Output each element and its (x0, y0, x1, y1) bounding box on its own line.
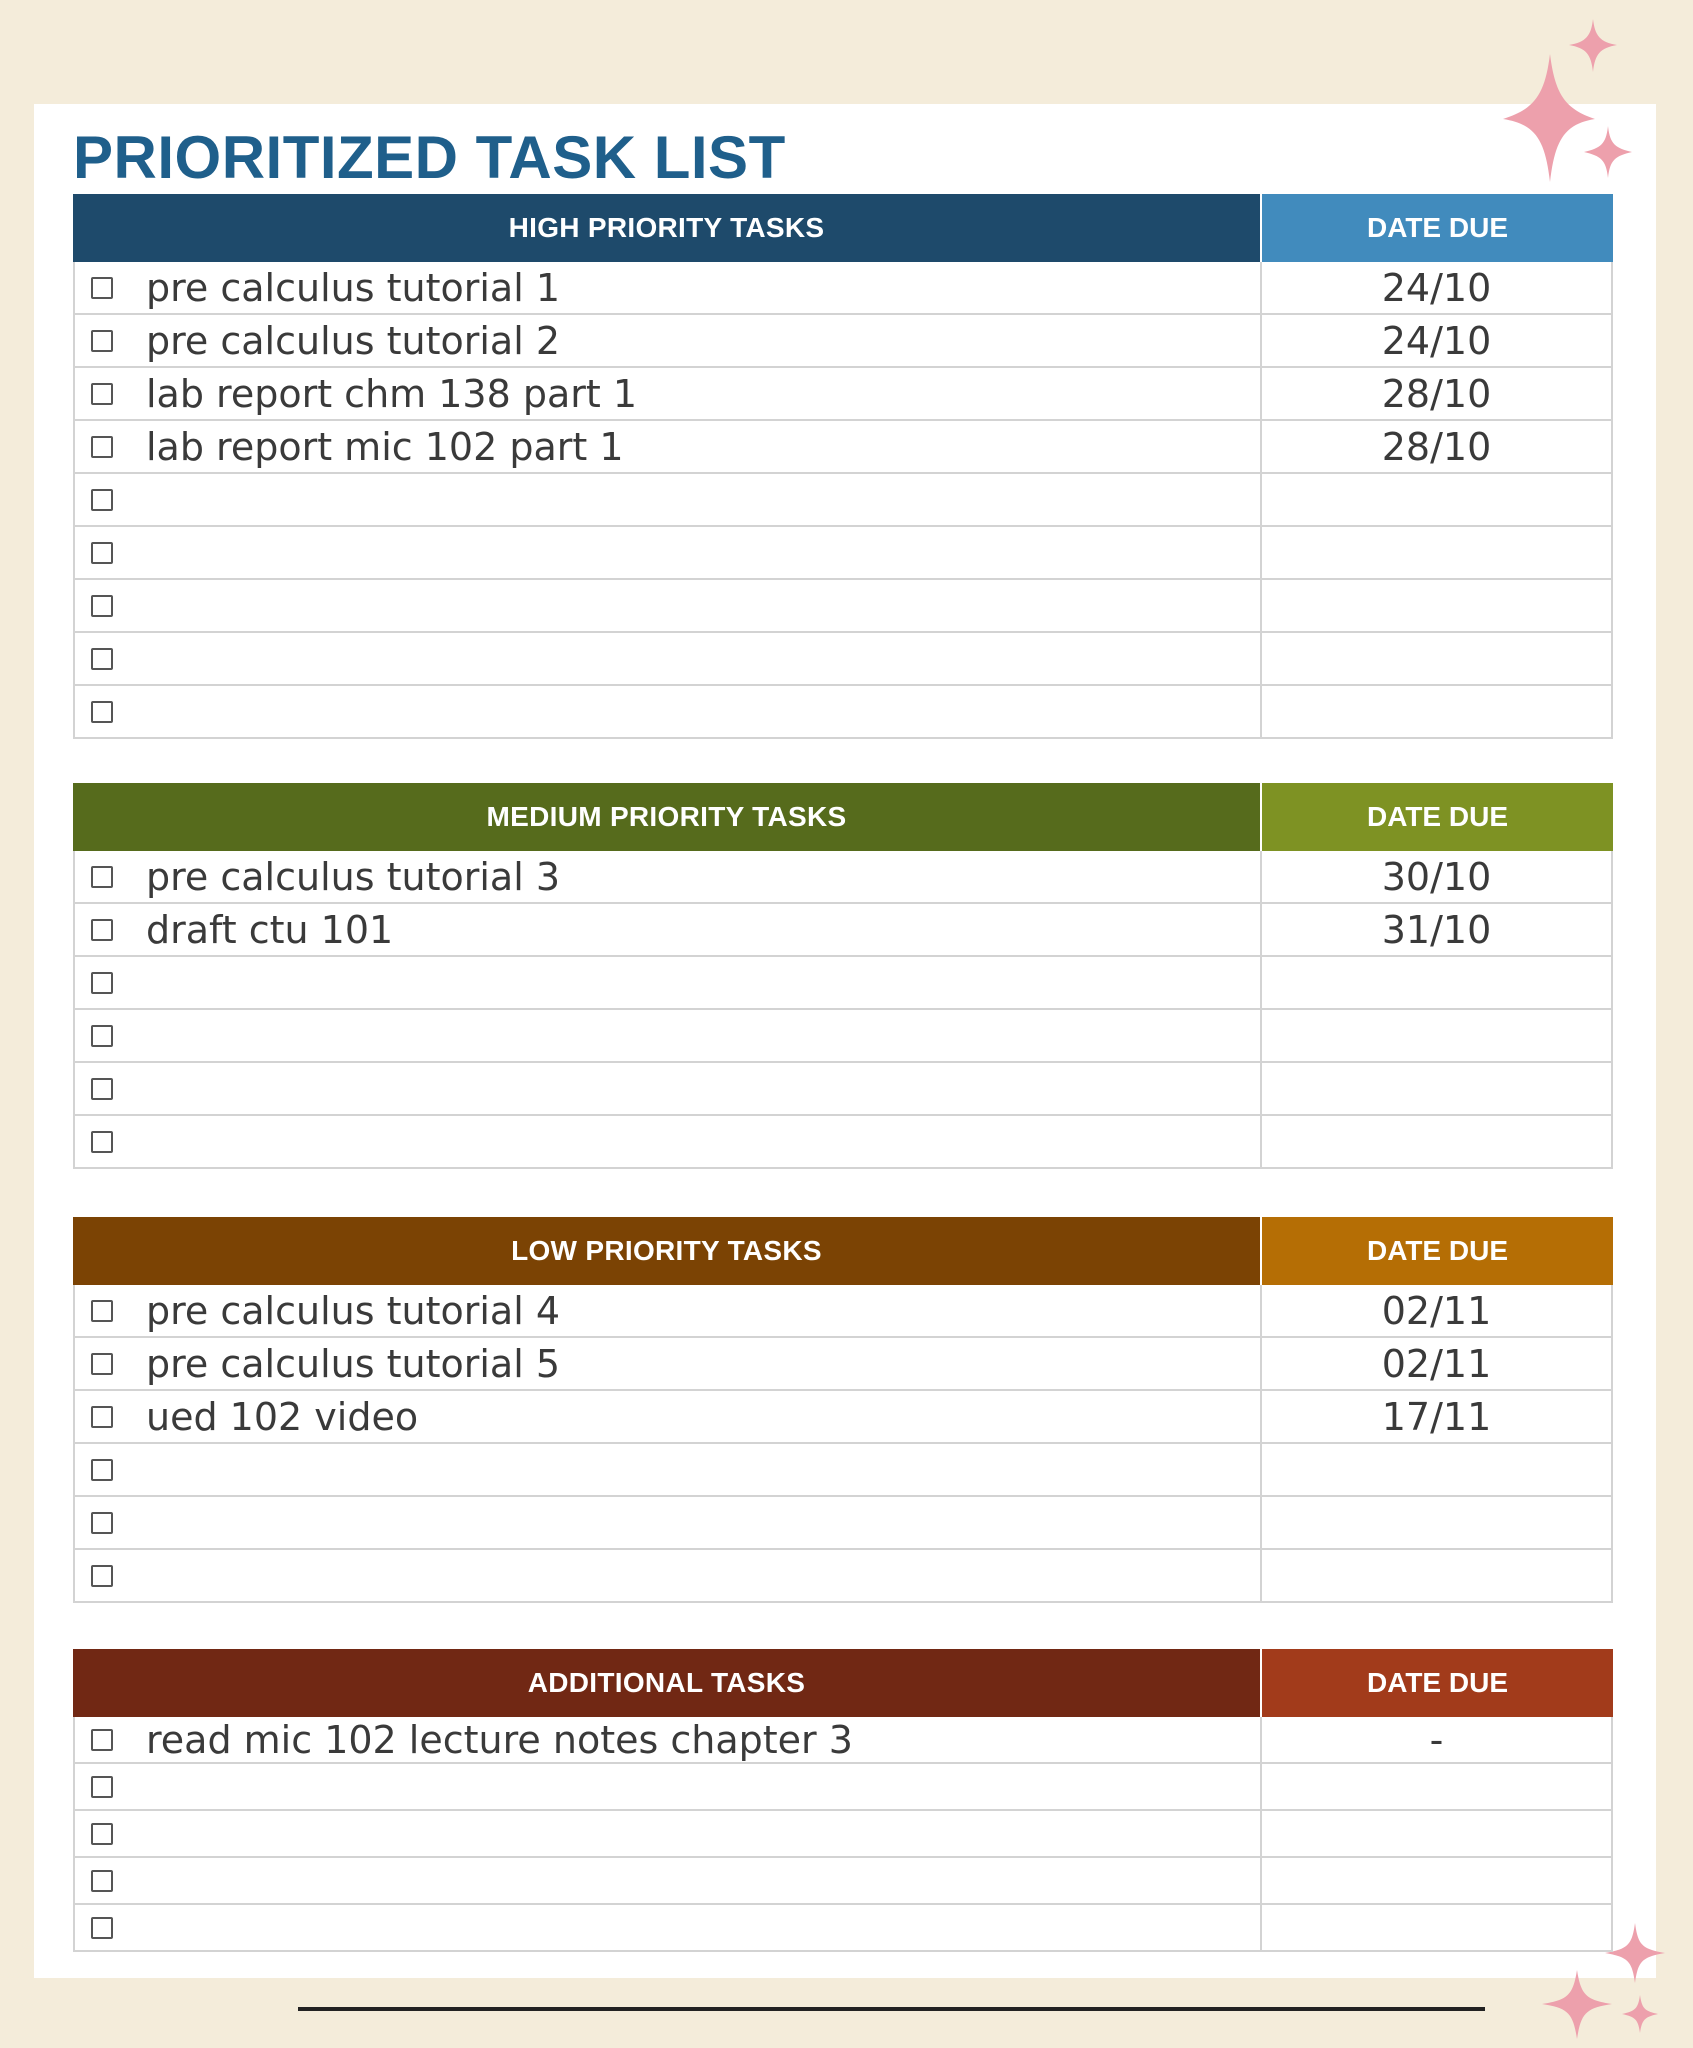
checkbox-icon[interactable] (91, 1025, 113, 1047)
task-text: pre calculus tutorial 5 (146, 1341, 561, 1386)
table-row (75, 262, 1611, 315)
date-cell[interactable]: 02/11 (1381, 1288, 1492, 1333)
date-cell[interactable] (1262, 1116, 1611, 1167)
sparkle-icon (1605, 1923, 1665, 1983)
task-cell[interactable] (75, 1010, 1262, 1061)
additional-tasks-section (73, 1649, 1613, 1952)
table-row (75, 1391, 1611, 1444)
date-due-header: DATE DUE (1260, 1217, 1613, 1285)
table-row (75, 580, 1611, 633)
table-row (75, 904, 1611, 957)
table-header (73, 194, 1613, 262)
table-row (75, 1116, 1611, 1169)
task-text: pre calculus tutorial 1 (146, 265, 561, 310)
task-rows (73, 1285, 1613, 1603)
task-cell[interactable] (75, 580, 1262, 631)
task-cell[interactable] (75, 1550, 1262, 1601)
date-cell[interactable] (1262, 1905, 1611, 1950)
date-due-header: DATE DUE (1260, 194, 1613, 262)
checkbox-icon[interactable] (91, 648, 113, 670)
divider-line (298, 2007, 1485, 2011)
medium-priority-section (73, 783, 1613, 1169)
date-cell[interactable] (1262, 474, 1611, 525)
checkbox-icon[interactable] (91, 972, 113, 994)
task-cell[interactable] (75, 1905, 1262, 1950)
date-cell[interactable]: 24/10 (1381, 265, 1492, 310)
checkbox-icon[interactable] (91, 1776, 113, 1798)
table-row (75, 957, 1611, 1010)
task-text: lab report chm 138 part 1 (146, 371, 638, 416)
task-cell[interactable] (75, 1858, 1262, 1903)
checkbox-icon[interactable] (91, 1917, 113, 1939)
table-row (75, 474, 1611, 527)
task-text: lab report mic 102 part 1 (146, 424, 624, 469)
date-cell[interactable] (1262, 1063, 1611, 1114)
checkbox-icon[interactable] (91, 489, 113, 511)
task-cell[interactable] (75, 1764, 1262, 1809)
date-cell[interactable]: - (1429, 1717, 1444, 1762)
task-cell[interactable] (75, 262, 1262, 313)
date-cell[interactable] (1262, 580, 1611, 631)
task-cell[interactable] (75, 1116, 1262, 1167)
section-title: ADDITIONAL TASKS (73, 1649, 1260, 1717)
table-row (75, 1338, 1611, 1391)
table-row (75, 527, 1611, 580)
checkbox-icon[interactable] (91, 1870, 113, 1892)
checkbox-icon[interactable] (91, 1512, 113, 1534)
table-row (75, 1550, 1611, 1603)
checkbox-icon[interactable] (91, 1406, 113, 1428)
date-cell[interactable] (1262, 686, 1611, 737)
task-cell[interactable] (75, 904, 1262, 955)
task-rows (73, 1717, 1613, 1952)
table-row (75, 1717, 1611, 1764)
date-cell[interactable] (1262, 1811, 1611, 1856)
task-text: pre calculus tutorial 3 (146, 854, 561, 899)
task-cell[interactable] (75, 957, 1262, 1008)
sparkle-icon (1495, 14, 1635, 184)
date-cell[interactable] (1262, 527, 1611, 578)
checkbox-icon[interactable] (91, 1459, 113, 1481)
table-row (75, 851, 1611, 904)
date-cell[interactable]: 28/10 (1381, 424, 1492, 469)
date-cell[interactable] (1262, 1010, 1611, 1061)
task-cell[interactable] (75, 1285, 1262, 1336)
table-row (75, 1285, 1611, 1338)
task-cell[interactable] (75, 1811, 1262, 1856)
task-cell[interactable] (75, 1444, 1262, 1495)
sparkle-icon (1622, 1995, 1658, 2033)
task-cell[interactable] (75, 1391, 1262, 1442)
date-cell[interactable]: 31/10 (1381, 907, 1492, 952)
table-row (75, 633, 1611, 686)
date-cell[interactable]: 17/11 (1381, 1394, 1492, 1439)
task-cell[interactable] (75, 1338, 1262, 1389)
task-cell[interactable] (75, 686, 1262, 737)
checkbox-icon[interactable] (91, 1300, 113, 1322)
date-cell[interactable] (1262, 1497, 1611, 1548)
date-cell[interactable] (1262, 1764, 1611, 1809)
date-due-header: DATE DUE (1260, 1649, 1613, 1717)
page-title: PRIORITIZED TASK LIST (73, 124, 786, 191)
table-row (75, 1905, 1611, 1952)
checkbox-icon[interactable] (91, 1353, 113, 1375)
table-row (75, 315, 1611, 368)
task-cell[interactable] (75, 474, 1262, 525)
sparkle-icon (1584, 126, 1632, 178)
table-row (75, 1858, 1611, 1905)
date-due-header: DATE DUE (1260, 783, 1613, 851)
table-row (75, 368, 1611, 421)
sparkle-icon (1503, 54, 1595, 182)
task-cell[interactable] (75, 315, 1262, 366)
checkbox-icon[interactable] (91, 1565, 113, 1587)
task-cell[interactable] (75, 421, 1262, 472)
table-row (75, 1063, 1611, 1116)
table-header (73, 1217, 1613, 1285)
table-row (75, 1764, 1611, 1811)
table-row (75, 1444, 1611, 1497)
task-rows (73, 262, 1613, 739)
sparkle-icon (1542, 1970, 1612, 2039)
low-priority-section (73, 1217, 1613, 1603)
table-header (73, 783, 1613, 851)
task-text: pre calculus tutorial 2 (146, 318, 561, 363)
task-cell[interactable] (75, 1063, 1262, 1114)
high-priority-section (73, 194, 1613, 739)
task-text: ued 102 video (146, 1394, 419, 1439)
date-cell[interactable] (1262, 1550, 1611, 1601)
checkbox-icon[interactable] (91, 436, 113, 458)
date-cell[interactable] (1262, 957, 1611, 1008)
task-cell[interactable] (75, 633, 1262, 684)
checkbox-icon[interactable] (91, 919, 113, 941)
date-cell[interactable]: 02/11 (1381, 1341, 1492, 1386)
task-text: read mic 102 lecture notes chapter 3 (146, 1717, 853, 1762)
date-cell[interactable] (1262, 1858, 1611, 1903)
table-row (75, 686, 1611, 739)
checkbox-icon[interactable] (91, 866, 113, 888)
table-row (75, 421, 1611, 474)
checkbox-icon[interactable] (91, 1131, 113, 1153)
checkbox-icon[interactable] (91, 1078, 113, 1100)
table-row (75, 1010, 1611, 1063)
checkbox-icon[interactable] (91, 1729, 113, 1751)
task-cell[interactable] (75, 527, 1262, 578)
task-cell[interactable] (75, 851, 1262, 902)
checkbox-icon[interactable] (91, 595, 113, 617)
table-header (73, 1649, 1613, 1717)
date-cell[interactable]: 30/10 (1381, 854, 1492, 899)
checkbox-icon[interactable] (91, 542, 113, 564)
checkbox-icon[interactable] (91, 277, 113, 299)
checkbox-icon[interactable] (91, 330, 113, 352)
section-title: HIGH PRIORITY TASKS (73, 194, 1260, 262)
task-cell[interactable] (75, 1717, 1262, 1762)
table-row (75, 1811, 1611, 1858)
date-cell[interactable] (1262, 1444, 1611, 1495)
checkbox-icon[interactable] (91, 701, 113, 723)
checkbox-icon[interactable] (91, 1823, 113, 1845)
date-cell[interactable]: 28/10 (1381, 371, 1492, 416)
table-row (75, 1497, 1611, 1550)
task-cell[interactable] (75, 368, 1262, 419)
section-title: MEDIUM PRIORITY TASKS (73, 783, 1260, 851)
task-text: draft ctu 101 (146, 907, 394, 952)
checkbox-icon[interactable] (91, 383, 113, 405)
date-cell[interactable]: 24/10 (1381, 318, 1492, 363)
task-cell[interactable] (75, 1497, 1262, 1548)
date-cell[interactable] (1262, 633, 1611, 684)
sparkle-icon (1569, 19, 1617, 72)
task-rows (73, 851, 1613, 1169)
task-text: pre calculus tutorial 4 (146, 1288, 561, 1333)
section-title: LOW PRIORITY TASKS (73, 1217, 1260, 1285)
